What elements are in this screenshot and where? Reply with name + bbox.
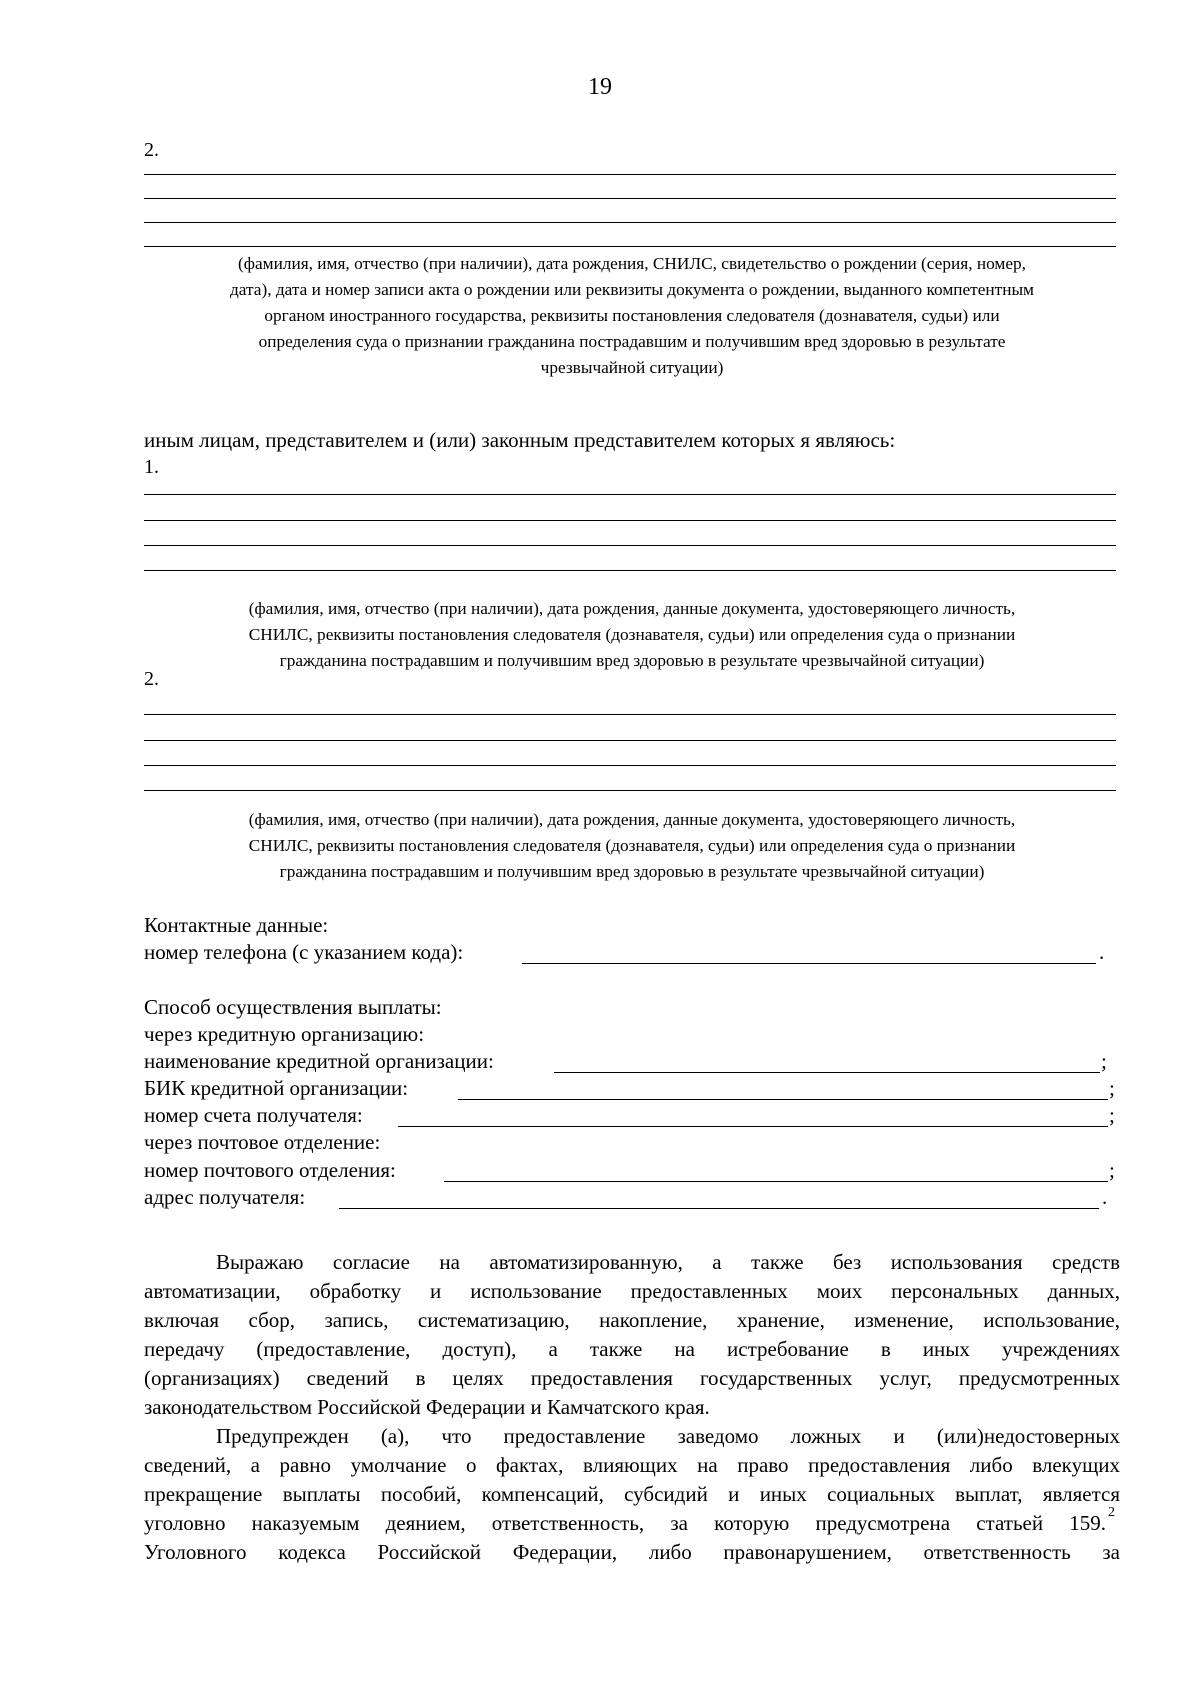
contacts-heading-text: Контактные данные: xyxy=(144,913,329,937)
others-item-2-lines[interactable] xyxy=(144,714,1120,791)
item-number: 2. xyxy=(144,668,159,690)
consent-line: включая сбор, запись, систематизацию, накопление, хранение, изменение, использование, xyxy=(144,1308,1120,1332)
article-superscript: 2 xyxy=(1108,1505,1115,1520)
bank-name-field xyxy=(144,1048,1120,1075)
bik-input-line[interactable] xyxy=(458,1099,1108,1100)
post-heading-text: через почтовое отделение: xyxy=(144,1130,381,1154)
others-item-2-caption xyxy=(144,807,1120,885)
others-item-1-lines[interactable] xyxy=(144,494,1120,571)
caption-line: (фамилия, имя, отчество (при наличии), дата рождения, данные документа, удостоверяющего личность, xyxy=(248,810,1016,829)
warning-line: прекращение выплаты пособий, компенсаций, субсидий и иных социальных выплат, является xyxy=(144,1482,1120,1506)
warning-line: сведений, а равно умолчание о фактах, влияющих на право предоставления либо влекущих xyxy=(144,1453,1120,1477)
caption-line: (фамилия, имя, отчество (при наличии), дата рождения, СНИЛС, свидетельство о рождении (серия, номер, xyxy=(238,254,1026,273)
item-number: 2. xyxy=(144,139,159,161)
others-heading: иным лицам, представителем и (или) законным представителем которых я являюсь: xyxy=(144,428,896,452)
fill-line[interactable] xyxy=(144,545,1116,546)
fill-line[interactable] xyxy=(144,246,1116,247)
bik-label: БИК кредитной организации: xyxy=(144,1076,409,1100)
warning-line: Предупрежден (а), что предоставление заведомо ложных и (или)недостоверных xyxy=(216,1424,1120,1448)
warning-line: Уголовного кодекса Российской Федерации, либо правонарушением, ответственность за xyxy=(144,1540,1120,1564)
caption-line: СНИЛС, реквизиты постановления следователя (дознавателя, судьи) или определения суда о признании xyxy=(248,836,1016,855)
fill-line[interactable] xyxy=(144,198,1116,199)
consent-line: (организациях) сведений в целях предоставления государственных услуг, предусмотренных xyxy=(144,1366,1120,1390)
address-end-mark: . xyxy=(1102,1185,1108,1209)
consent-line: Выражаю согласие на автоматизированную, а также без использования средств xyxy=(216,1250,1120,1274)
caption-line: СНИЛС, реквизиты постановления следователя (дознавателя, судьи) или определения суда о признании xyxy=(248,625,1016,644)
phone-label: номер телефона (с указанием кода): xyxy=(144,940,464,964)
others-heading-block xyxy=(144,427,1120,481)
post-number-end-mark: ; xyxy=(1109,1158,1115,1182)
bank-name-label: наименование кредитной организации: xyxy=(144,1049,494,1073)
persons-item-2 xyxy=(144,138,1120,162)
fill-line[interactable] xyxy=(144,520,1116,521)
address-field xyxy=(144,1184,1120,1211)
others-item-1-caption xyxy=(144,596,1120,674)
fill-line[interactable] xyxy=(144,790,1116,791)
warning-line-text: уголовно наказуемым деянием, ответственность, за которую предусмотрена статьей 159. xyxy=(144,1511,1106,1535)
persons-item-2-caption xyxy=(144,251,1120,381)
post-number-input-line[interactable] xyxy=(444,1181,1108,1182)
payment-heading-text: Способ осуществления выплаты: xyxy=(144,995,442,1019)
post-number-label: номер почтового отделения: xyxy=(144,1158,396,1182)
credit-heading xyxy=(144,1021,424,1048)
warning-line xyxy=(144,1509,1106,1538)
address-input-line[interactable] xyxy=(339,1208,1099,1209)
caption-line: органом иностранного государства, реквизиты постановления следователя (дознавателя, судьи) или xyxy=(264,306,1000,325)
caption-line: дата), дата и номер записи акта о рождении или реквизиты документа о рождении, выданного компетентным xyxy=(230,280,1034,299)
account-field xyxy=(144,1102,1120,1129)
fill-line[interactable] xyxy=(144,570,1116,571)
bank-name-end-mark: ; xyxy=(1101,1049,1107,1073)
fill-line[interactable] xyxy=(144,740,1116,741)
address-label: адрес получателя: xyxy=(144,1185,306,1209)
contacts-heading xyxy=(144,912,328,939)
caption-line: гражданина пострадавшим и получившим вред здоровью в результате чрезвычайной ситуации) xyxy=(279,862,985,881)
caption-line: чрезвычайной ситуации) xyxy=(540,358,724,377)
consent-line: автоматизации, обработку и использование предоставленных моих персональных данных, xyxy=(144,1279,1120,1303)
account-label: номер счета получателя: xyxy=(144,1103,363,1127)
caption-line: гражданина пострадавшим и получившим вред здоровью в результате чрезвычайной ситуации) xyxy=(279,651,985,670)
account-end-mark: ; xyxy=(1109,1103,1115,1127)
account-input-line[interactable] xyxy=(398,1126,1108,1127)
phone-field xyxy=(144,939,1120,966)
others-item-2 xyxy=(144,667,1120,691)
consent-line: передачу (предоставление, доступ), а также на истребование в иных учреждениях xyxy=(144,1337,1120,1361)
post-heading xyxy=(144,1129,380,1156)
item-number: 1. xyxy=(144,456,159,478)
fill-line[interactable] xyxy=(144,494,1116,495)
fill-line[interactable] xyxy=(144,765,1116,766)
bik-end-mark: ; xyxy=(1109,1076,1115,1100)
bank-name-input-line[interactable] xyxy=(554,1072,1100,1073)
consent-line: законодательством Российской Федерации и Камчатского края. xyxy=(144,1395,710,1419)
persons-item-2-lines[interactable] xyxy=(144,174,1120,247)
caption-line: определения суда о признании гражданина пострадавшим и получившим вред здоровью в результате xyxy=(258,332,1006,351)
fill-line[interactable] xyxy=(144,222,1116,223)
bik-field xyxy=(144,1075,1120,1102)
credit-heading-text: через кредитную организацию: xyxy=(144,1022,425,1046)
fill-line[interactable] xyxy=(144,714,1116,715)
caption-line: (фамилия, имя, отчество (при наличии), дата рождения, данные документа, удостоверяющего личность, xyxy=(248,599,1016,618)
post-number-field xyxy=(144,1157,1120,1184)
fill-line[interactable] xyxy=(144,174,1116,175)
phone-input-line[interactable] xyxy=(522,963,1096,964)
payment-heading xyxy=(144,994,442,1021)
page-number: 19 xyxy=(588,74,612,100)
phone-end-mark: . xyxy=(1099,940,1105,964)
